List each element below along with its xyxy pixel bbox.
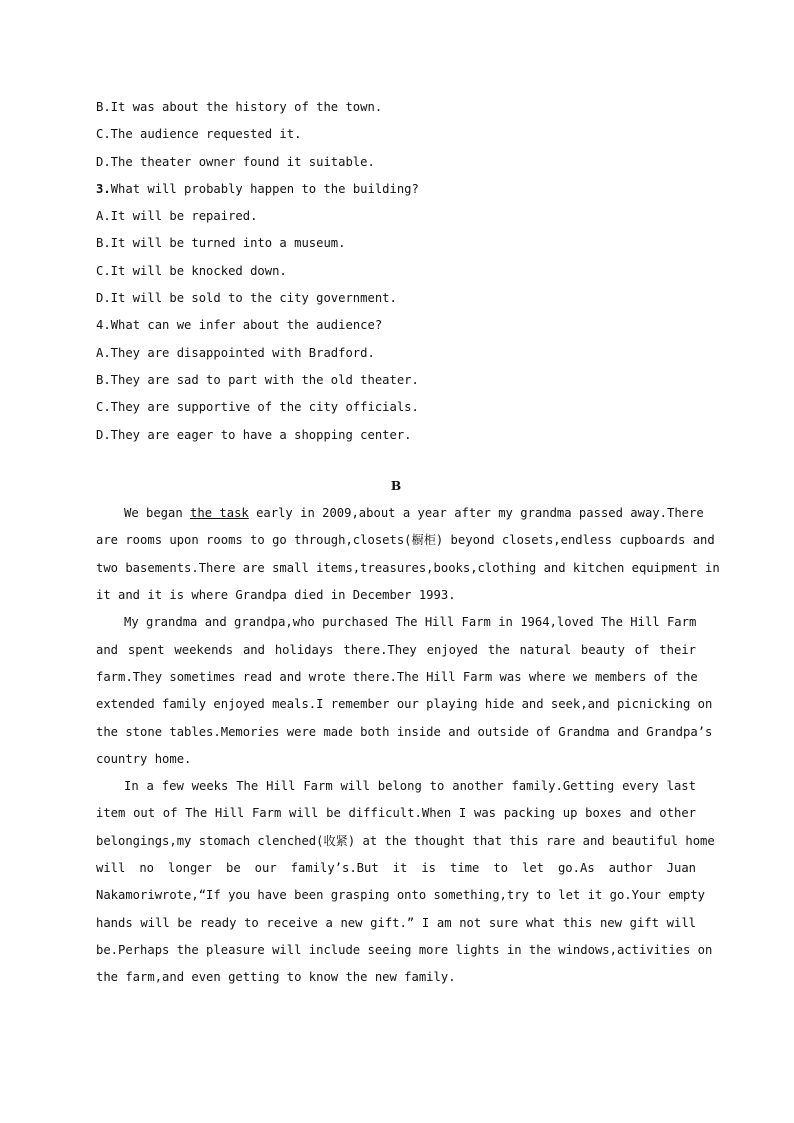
text-span: We began <box>124 506 191 521</box>
paragraph-3-line: In a few weeks The Hill Farm will belong to another family.Getting every last <box>124 779 696 794</box>
document-page <box>96 94 720 992</box>
option-3b: B.It will be turned into a museum. <box>96 236 346 251</box>
paragraph-2-line: farm.They sometimes read and wrote there.The Hill Farm was where we members of the <box>96 669 698 684</box>
paragraph-3 <box>96 773 715 991</box>
paragraph-1-line: are rooms upon rooms to go through,closets(橱柜) beyond closets,endless cupboards and <box>96 533 715 548</box>
paragraph-3-line: hands will be ready to receive a new gift.” I am not sure what this new gift will <box>96 915 696 930</box>
paragraph-1-line <box>96 500 704 527</box>
option-2d: D.The theater owner found it suitable. <box>96 154 375 169</box>
text-span: early in 2009,about a year after my grandma passed away.There <box>248 506 704 521</box>
paragraph-3-line: the farm,and even getting to know the new family. <box>96 970 456 985</box>
option-2b: B.It was about the history of the town. <box>96 100 383 114</box>
paragraph-2-line: extended family enjoyed meals.I remember our playing hide and seek,and picnicking on <box>96 697 713 712</box>
option-3a: A.It will be repaired. <box>96 209 258 224</box>
option-2c: C.The audience requested it. <box>96 127 302 142</box>
option-4d: D.They are eager to have a shopping center. <box>96 427 412 442</box>
paragraph-3-line: be.Perhaps the pleasure will include seeing more lights in the windows,activities on <box>96 942 713 957</box>
question-3 <box>96 176 696 203</box>
paragraph-1 <box>96 500 720 609</box>
paragraph-3-line: will no longer be our family’s.But it is time to let go.As author Juan <box>96 861 696 876</box>
option-4c: C.They are supportive of the city officials. <box>96 400 419 415</box>
question-4 <box>96 312 696 339</box>
paragraph-2-line: and spent weekends and holidays there.They enjoyed the natural beauty of their <box>96 642 696 657</box>
question-3-text: What will probably happen to the building? <box>110 181 419 196</box>
underlined-phrase: the task <box>190 506 249 521</box>
paragraph-3-line: item out of The Hill Farm will be difficult.When I was packing up boxes and other <box>96 806 696 821</box>
paragraph-1-line: it and it is where Grandpa died in December 1993. <box>96 588 456 603</box>
question-4-number: 4. <box>96 318 111 333</box>
paragraph-2-line: the stone tables.Memories were made both inside and outside of Grandma and Grandpa’s <box>96 724 713 739</box>
paragraph-2 <box>96 609 713 773</box>
question-4-text: What can we infer about the audience? <box>110 318 383 333</box>
paragraph-1-line: two basements.There are small items,treasures,books,clothing and kitchen equipment in <box>96 560 720 575</box>
option-4a: A.They are disappointed with Bradford. <box>96 345 375 360</box>
paragraph-3-line: belongings,my stomach clenched(收紧) at the thought that this rare and beautiful home <box>96 833 715 848</box>
question-3-number: 3. <box>96 181 111 196</box>
paragraph-3-line: Nakamoriwrote,“If you have been grasping onto something,try to let it go.Your empty <box>96 888 706 903</box>
paragraph-2-line: My grandma and grandpa,who purchased The Hill Farm in 1964,loved The Hill Farm <box>124 615 697 630</box>
paragraph-2-line: country home. <box>96 751 192 766</box>
option-4b: B.They are sad to part with the old theater. <box>96 372 419 387</box>
question-options <box>96 94 696 449</box>
section-title: B <box>390 478 402 493</box>
option-3c: C.It will be knocked down. <box>96 263 287 278</box>
option-3d: D.It will be sold to the city government. <box>96 291 397 306</box>
